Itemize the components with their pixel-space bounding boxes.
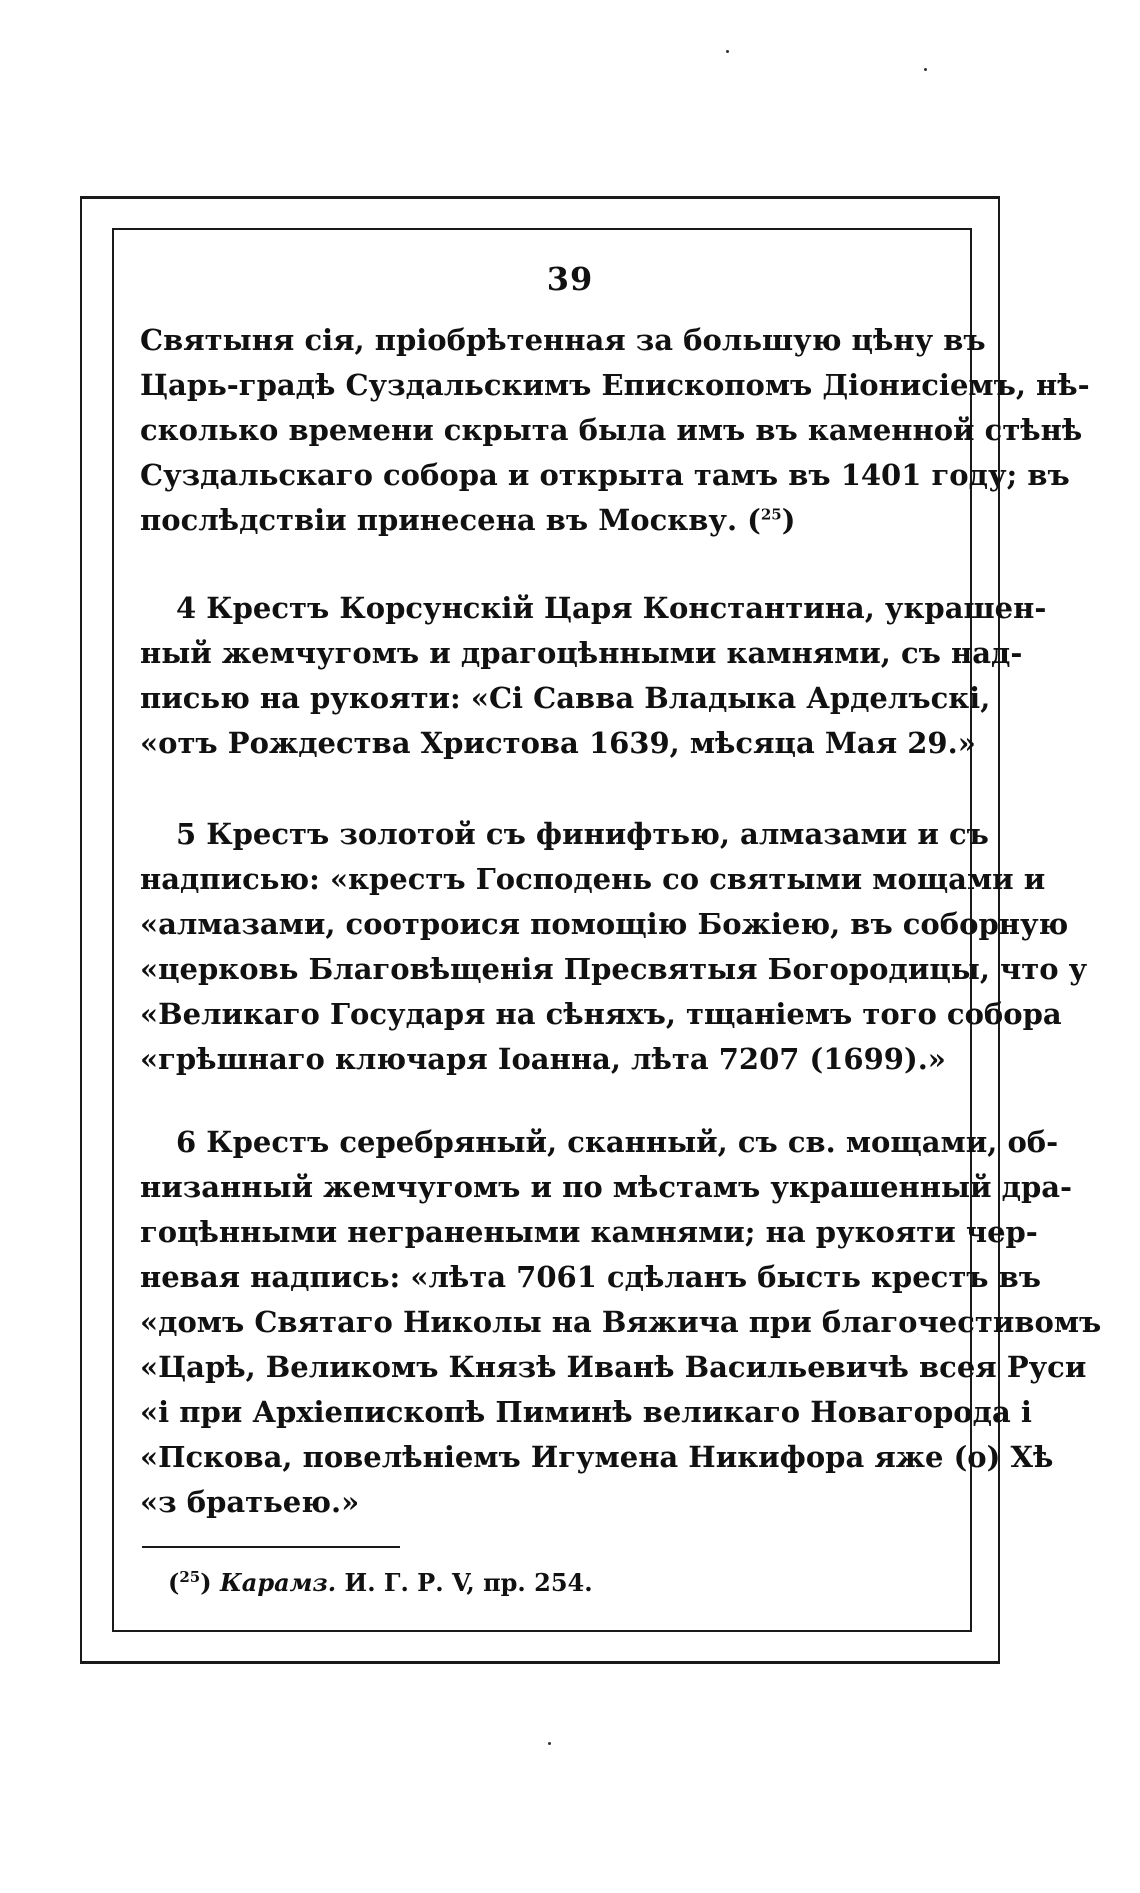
scan-speck: [924, 68, 927, 71]
text-line: 4 Крестъ Корсунскій Царя Константина, украшен-: [176, 591, 1047, 625]
paragraph-2: [140, 586, 1047, 766]
footnote-reference-close: ): [781, 503, 796, 537]
text-line: писью на рукояти: «Сі Савва Владыка Арделъскі,: [140, 681, 991, 715]
text-line: 6 Крестъ серебряный, сканный, съ св. мощами, об-: [176, 1125, 1059, 1159]
text-line: низанный жемчугомъ и по мѣстамъ украшенный дра-: [140, 1170, 1073, 1204]
text-line: «Великаго Государя на сѣняхъ, тщаніемъ того собора: [140, 997, 1062, 1031]
text-line: ный жемчугомъ и драгоцѣнными камнями, съ над-: [140, 636, 1023, 670]
text-line: Царь-градѣ Суздальскимъ Епископомъ Діонисіемъ, нѣ-: [140, 368, 1090, 402]
text-line: «з братьею.»: [140, 1485, 360, 1519]
scan-speck: [726, 50, 729, 53]
paragraph-4: [140, 1120, 1102, 1525]
text-line: «церковь Благовѣщенія Пресвятыя Богородицы, что у: [140, 952, 1088, 986]
text-line: «алмазами, соотроися помощію Божіею, въ соборную: [140, 907, 1069, 941]
footnote-divider: [142, 1546, 400, 1548]
text-line-content: послѣдствіи принесена въ Москву. (: [140, 503, 761, 537]
footnote-reference: 25: [760, 505, 782, 524]
page-number: 39: [546, 260, 594, 298]
text-line: Святыня сія, пріобрѣтенная за большую цѣну въ: [140, 323, 986, 357]
text-line: «грѣшнаго ключаря Іоанна, лѣта 7207 (1699).»: [140, 1042, 946, 1076]
footnote-open-paren: (: [168, 1568, 180, 1597]
text-line: Суздальскаго собора и открыта тамъ въ 1401 году; въ: [140, 458, 1070, 492]
text-line: [140, 498, 938, 543]
paragraph-3: [140, 812, 1088, 1082]
text-line: «отъ Рождества Христова 1639, мѣсяца Мая 29.»: [140, 726, 976, 760]
footnote-close-paren: ): [200, 1568, 212, 1597]
scan-speck: [548, 1742, 551, 1745]
text-line: сколько времени скрыта была имъ въ каменной стѣнѣ: [140, 413, 1083, 447]
text-line: «і при Архіепископѣ Пиминѣ великаго Новагорода і: [140, 1395, 1032, 1429]
text-line: гоцѣнными негранеными камнями; на рукояти чер-: [140, 1215, 1038, 1249]
footnote-marker: 25: [179, 1568, 201, 1586]
text-line: «Пскова, повелѣніемъ Игумена Никифора яже (о) Хѣ: [140, 1440, 1054, 1474]
text-line: «домъ Святаго Николы на Вяжича при благочестивомъ: [140, 1305, 1102, 1339]
text-line: 5 Крестъ золотой съ финифтью, алмазами и съ: [176, 817, 989, 851]
footnote: [168, 1568, 593, 1597]
paragraph-1: [140, 318, 1090, 543]
text-line: невая надпись: «лѣта 7061 сдѣланъ бысть крестъ въ: [140, 1260, 1042, 1294]
footnote-citation: И. Г. Р. V, пр. 254.: [344, 1568, 593, 1597]
footnote-source-abbrev: Карамз.: [219, 1568, 337, 1597]
text-line: «Царѣ, Великомъ Князѣ Иванѣ Васильевичѣ всея Руси: [140, 1350, 1087, 1384]
text-line: надписью: «крестъ Господень со святыми мощами и: [140, 862, 1046, 896]
